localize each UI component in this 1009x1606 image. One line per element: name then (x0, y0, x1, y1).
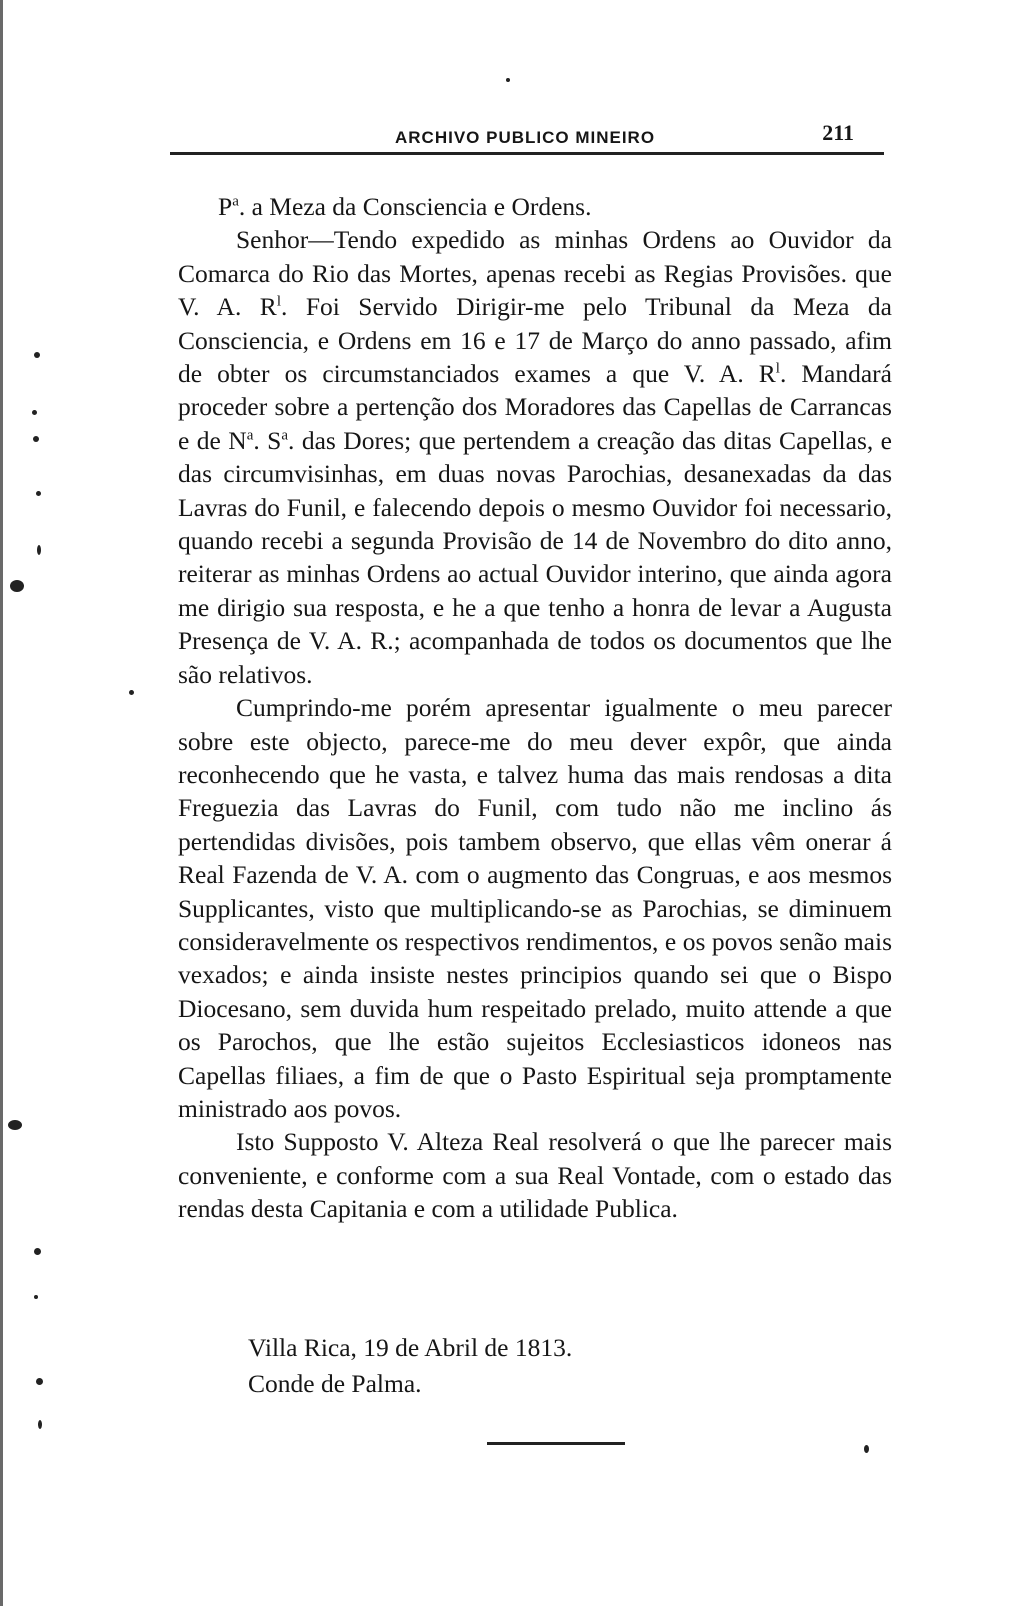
header-rule (170, 152, 884, 155)
paragraph-1-part-1: Senhor—Tendo expedido as minhas Ordens ao Ouvidor da Comarca do Rio das Mortes, apenas recebi as Regias Provisões. que V. A. R (178, 225, 892, 322)
paragraph-1-superscript-1: l (276, 293, 281, 310)
paragraph-1-superscript-4: a (281, 427, 289, 444)
paragraph-1-part-3: . Mandará proceder sobre a pertenção dos Moradores das Capellas de Carrancas e de N (178, 359, 892, 455)
page-edge-shadow (0, 0, 3, 1606)
address-prefix-superscript: a (232, 193, 239, 210)
scan-speck (129, 690, 134, 695)
scan-speck (32, 410, 37, 415)
scan-speck (34, 1248, 41, 1255)
address-prefix: P (218, 192, 233, 221)
letter-body (178, 190, 892, 1226)
signature: Conde de Palma. (248, 1369, 422, 1398)
scan-speck (38, 1420, 42, 1429)
scan-speck (506, 78, 510, 82)
scan-speck (34, 1295, 38, 1299)
letter-address (178, 190, 892, 223)
scan-speck (34, 352, 40, 358)
paragraph-1-part-4: . S (253, 425, 282, 455)
place-date: Villa Rica, 19 de Abril de 1813. (248, 1333, 573, 1362)
scan-speck (10, 580, 24, 592)
paragraph-3: Isto Supposto V. Alteza Real resolverá o que lhe parecer mais conveniente, e conforme com a sua Real Vontade, com o estado das rendas desta Capitania e com a utilidade Publica. (178, 1127, 892, 1224)
paragraph-1-superscript-3: a (246, 427, 254, 444)
page-number: 211 (822, 120, 854, 145)
address-rest: . a Meza da Consciencia e Ordens. (238, 192, 592, 221)
scan-speck (864, 1445, 869, 1453)
paragraph-1-part-2: . Foi Servido Dirigir-me pelo Tribunal da Meza da Consciencia, e Ordens em 16 e 17 de Março do anno passado, afim de obter os circumstanciados exames a que V. A. R (178, 292, 892, 389)
scan-speck (37, 545, 41, 555)
letter-closing (248, 1330, 572, 1402)
scan-speck (36, 491, 41, 496)
paragraph-2: Cumprindo-me porém apresentar igualmente o meu parecer sobre este objecto, parece-me do meu dever expôr, que ainda reconhecendo que he vasta, e talvez huma das mais rendosas a dita Freguezia das Lavras do Funil, com tudo não me inclino ás pertendidas divisões, pois tambem observo, que ellas vêm onerar á Real Fazenda de V. A. com o augmento das Congruas, e aos mesmos Supplicantes, visto que multiplicando-se as Parochias, se diminuem consideravelmente os respectivos rendimentos, e os povos senão mais vexados; e ainda insiste nestes principios quando sei que o Bispo Diocesano, sem duvida hum respeitado prelado, muito attende a que os Parochos, que lhe estão sujeitos Ecclesiasticos idoneos nas Capellas filiaes, a fim de que o Pasto Espiritual seja promptamente ministrado aos povos. (178, 693, 892, 1123)
scan-speck (8, 1120, 22, 1130)
scan-speck (33, 436, 39, 442)
page-header (170, 118, 884, 158)
running-head: ARCHIVO PUBLICO MINEIRO (395, 128, 656, 147)
paragraph-1 (178, 223, 892, 691)
paragraph-1-superscript-2: l (775, 360, 780, 377)
scan-speck (36, 1378, 43, 1385)
end-rule (487, 1442, 625, 1445)
paragraph-1-part-5: . das Dores; que pertendem a creação das ditas Capellas, e das circumvisinhas, em duas novas Parochias, desanexadas da das Lavras do Funil, e falecendo depois o mesmo Ouvidor foi necessario, quando recebi a segunda Provisão de 14 de Novembro do dito anno, reiterar as minhas Ordens ao actual Ouvidor interino, que ainda agora me dirigio sua resposta, e he a que tenho a honra de levar a Augusta Presença de V. A. R.; acompanhada de todos os documentos que lhe são relativos. (178, 425, 892, 689)
